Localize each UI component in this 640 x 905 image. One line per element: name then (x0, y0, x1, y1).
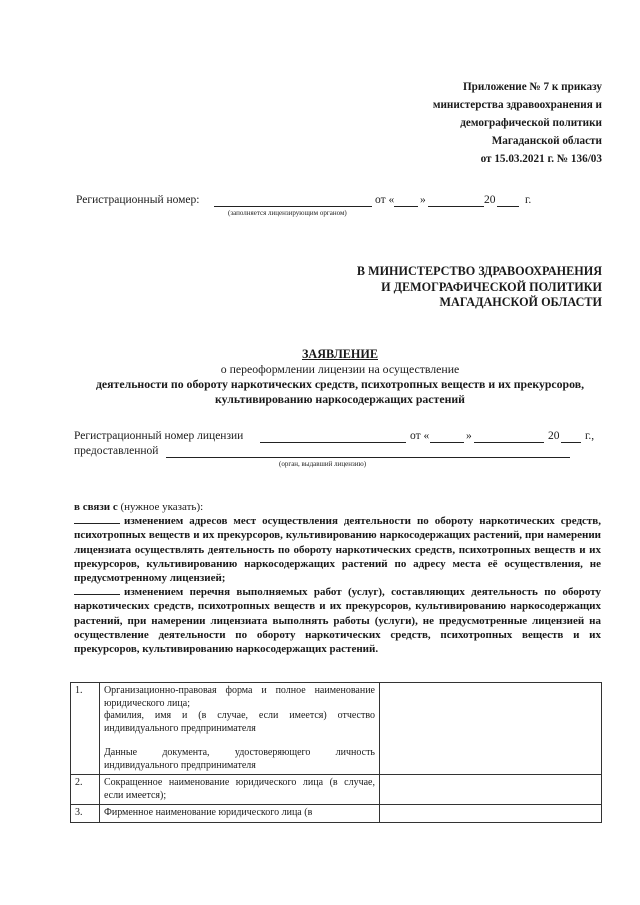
license-issued-note: (орган, выдавший лицензию) (279, 460, 367, 468)
row-description-line: Организационно-правовая форма и полное наименование юридического лица; (103, 685, 375, 709)
license-year-suffix: г., (585, 430, 595, 442)
reason-intro-bold: в связи с (74, 501, 118, 513)
table-row (71, 683, 602, 775)
license-date-from: от « (410, 430, 430, 442)
registration-year-field[interactable] (497, 206, 519, 207)
reason-option-2-text: изменением перечня выполняемых работ (услуг), составляющих деятельность по обороту наркотических средств, психотропных веществ и их прекурсоров, культивированию наркосодержащих растений, при намерении лицензиата выполнять работы (услуги), не предусмотренные лицензией на осуществление деятельности по обороту наркотических средств, психотропных веществ и их прекурсоров, культивированию наркосодержащих растений. (74, 586, 601, 656)
license-label: Регистрационный номер лицензии (74, 430, 244, 442)
row-description-line: фамилия, имя и (в случае, если имеется) отчество индивидуального предпринимателя (103, 710, 375, 734)
license-month-field[interactable] (474, 442, 544, 443)
row-description (99, 683, 379, 775)
reason-intro (74, 500, 601, 514)
registration-date-from: от « (375, 194, 395, 206)
title-subheading: о переоформлении лицензии на осуществление (220, 362, 460, 376)
row-description: Сокращенное наименование юридического лица (в случае, если имеется); (99, 775, 379, 805)
reason-option-1-text: изменением адресов мест осуществления деятельности по обороту наркотических средств, психотропных веществ и их прекурсоров, культивированию наркосодержащих растений, при намерении лицензиата осуществлять деятельность по обороту наркотических средств, психотропных веществ и их прекурсоров, культивированию наркосодержащих растений по адресу места её осуществления, не предусмотренному лицензией; (74, 515, 601, 585)
row-value-field[interactable] (380, 683, 602, 775)
addressee-line: МАГАДАНСКОЙ ОБЛАСТИ (439, 295, 602, 309)
title-line-2: деятельности по обороту наркотических средств, психотропных веществ и их прекурсоров, (95, 377, 585, 391)
license-issued-label: предоставленной (74, 445, 159, 457)
title-heading: ЗАЯВЛЕНИЕ (302, 347, 378, 361)
table-row (71, 805, 602, 823)
annex-line: министерства здравоохранения и (432, 99, 602, 111)
registration-date-close: » (420, 194, 426, 206)
reason-section (74, 500, 601, 656)
annex-line: Приложение № 7 к приказу (462, 81, 602, 93)
row-number: 3. (71, 805, 100, 823)
license-date-close: » (466, 430, 472, 442)
annex-line: от 15.03.2021 г. № 136/03 (480, 153, 602, 165)
option-1-mark-field[interactable] (74, 514, 120, 524)
addressee-line: В МИНИСТЕРСТВО ЗДРАВООХРАНЕНИЯ (356, 264, 602, 278)
reason-option-1[interactable] (74, 514, 601, 585)
license-issuer-field[interactable] (166, 457, 570, 458)
table-row (71, 775, 602, 805)
registration-number-field[interactable] (214, 206, 372, 207)
row-number: 1. (71, 683, 100, 775)
row-description-line: Данные документа, удостоверяющего личность индивидуального предпринимателя (103, 747, 375, 771)
reason-intro-normal: (нужное указать): (117, 501, 204, 513)
registration-block (76, 194, 606, 234)
row-number: 2. (71, 775, 100, 805)
document-title (60, 347, 620, 407)
annex-header (400, 78, 602, 168)
row-value-field[interactable] (380, 805, 602, 823)
title-line-3: культивированию наркосодержащих растений (215, 392, 465, 406)
registration-day-field[interactable] (394, 206, 418, 207)
applicant-info-table (70, 682, 602, 823)
addressee-block (300, 264, 602, 311)
registration-year-prefix: 20 (484, 194, 496, 206)
license-number-field[interactable] (260, 442, 406, 443)
annex-line: Магаданской области (491, 135, 602, 147)
registration-note: (заполняется лицензирующим органом) (228, 209, 347, 217)
addressee-line: И ДЕМОГРАФИЧЕСКОЙ ПОЛИТИКИ (381, 279, 602, 294)
license-day-field[interactable] (430, 442, 464, 443)
registration-year-suffix: г. (525, 194, 532, 206)
license-year-prefix: 20 (548, 430, 560, 442)
row-description: Фирменное наименование юридического лица (в (99, 805, 379, 823)
reason-option-2[interactable] (74, 585, 601, 656)
license-block (74, 430, 604, 476)
license-year-field[interactable] (561, 442, 581, 443)
registration-month-field[interactable] (428, 206, 484, 207)
registration-label: Регистрационный номер: (76, 194, 200, 206)
row-value-field[interactable] (380, 775, 602, 805)
annex-line: демографической политики (460, 117, 602, 129)
option-2-mark-field[interactable] (74, 585, 120, 595)
